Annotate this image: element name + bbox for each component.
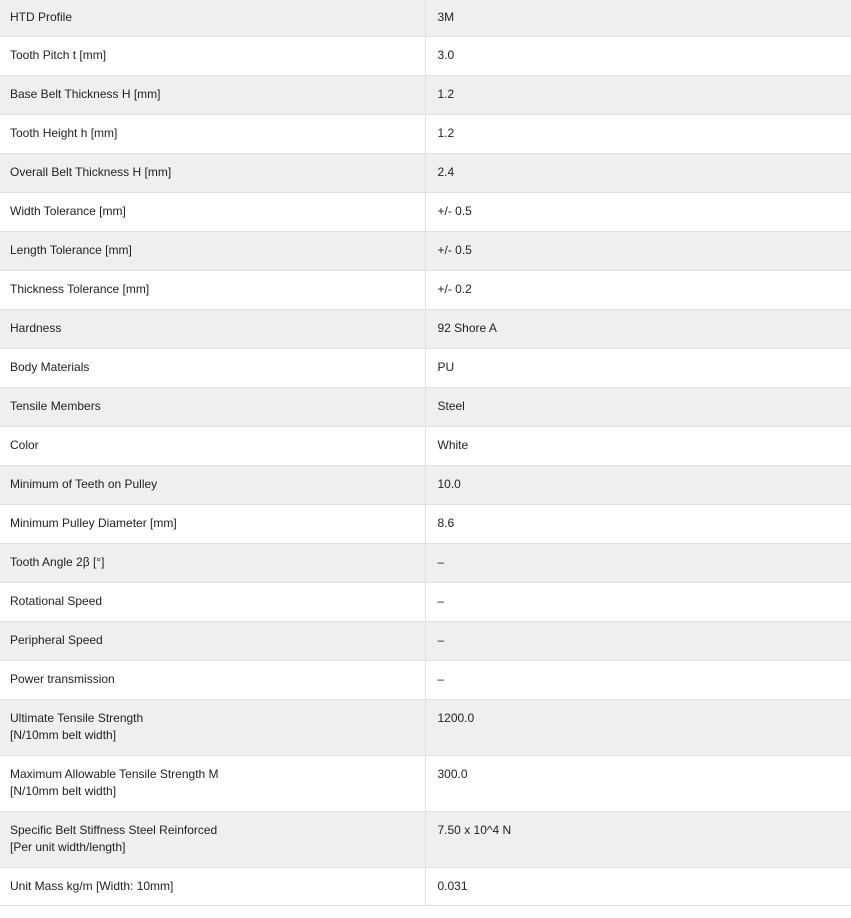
spec-label <box>0 270 425 309</box>
spec-value: 7.50 x 10^4 N <box>425 811 851 867</box>
spec-row <box>0 387 851 426</box>
spec-label <box>0 309 425 348</box>
spec-row <box>0 504 851 543</box>
spec-label-line: Tooth Pitch t [mm] <box>10 48 107 62</box>
spec-value: 8.6 <box>425 504 851 543</box>
spec-row <box>0 543 851 582</box>
spec-row <box>0 582 851 621</box>
spec-label <box>0 36 425 75</box>
spec-label <box>0 348 425 387</box>
spec-label <box>0 426 425 465</box>
spec-row <box>0 811 851 867</box>
spec-label <box>0 75 425 114</box>
spec-label <box>0 231 425 270</box>
spec-value: PU <box>425 348 851 387</box>
spec-label-line: Maximum Allowable Tensile Strength M <box>10 766 219 781</box>
spec-label-line: Tooth Angle 2β [°] <box>10 555 105 569</box>
spec-label-line: Peripheral Speed <box>10 633 103 647</box>
spec-label <box>0 153 425 192</box>
spec-row <box>0 465 851 504</box>
spec-value: 10.0 <box>425 465 851 504</box>
spec-label-line: Ultimate Tensile Strength <box>10 710 144 725</box>
spec-label-line: Tensile Members <box>10 399 101 413</box>
spec-label-line: Overall Belt Thickness H [mm] <box>10 165 172 179</box>
spec-row <box>0 36 851 75</box>
spec-row <box>0 621 851 660</box>
spec-row <box>0 0 851 36</box>
spec-row <box>0 192 851 231</box>
spec-value: 3M <box>425 0 851 36</box>
spec-row <box>0 426 851 465</box>
spec-label-line: Tooth Height h [mm] <box>10 126 118 140</box>
spec-label <box>0 811 425 867</box>
spec-label-line: Power transmission <box>10 672 115 686</box>
spec-label <box>0 621 425 660</box>
spec-label-line: HTD Profile <box>10 10 73 25</box>
spec-value: – <box>425 582 851 621</box>
spec-label-line: Minimum Pulley Diameter [mm] <box>10 516 177 530</box>
spec-label-line: Minimum of Teeth on Pulley <box>10 477 158 491</box>
spec-label-line: Thickness Tolerance [mm] <box>10 282 150 296</box>
spec-value: White <box>425 426 851 465</box>
spec-value: 1200.0 <box>425 699 851 755</box>
spec-row <box>0 867 851 905</box>
spec-label <box>0 114 425 153</box>
spec-label-line: Rotational Speed <box>10 594 103 608</box>
spec-label <box>0 0 425 36</box>
spec-label-line: Color <box>10 438 39 452</box>
spec-label-line: Length Tolerance [mm] <box>10 243 132 257</box>
spec-label-line: [N/10mm belt width] <box>10 783 117 798</box>
spec-label <box>0 465 425 504</box>
spec-label <box>0 504 425 543</box>
spec-value: +/- 0.2 <box>425 270 851 309</box>
spec-label <box>0 867 425 905</box>
spec-row <box>0 270 851 309</box>
spec-value: – <box>425 543 851 582</box>
spec-label <box>0 192 425 231</box>
spec-label-line: Base Belt Thickness H [mm] <box>10 87 161 101</box>
spec-value: – <box>425 660 851 699</box>
spec-value: 3.0 <box>425 36 851 75</box>
spec-label <box>0 387 425 426</box>
spec-label-line: Hardness <box>10 321 62 335</box>
spec-label <box>0 699 425 755</box>
spec-row <box>0 348 851 387</box>
spec-row <box>0 309 851 348</box>
spec-label <box>0 582 425 621</box>
spec-label-line: [Per unit width/length] <box>10 839 126 854</box>
spec-row <box>0 153 851 192</box>
spec-label-line: Body Materials <box>10 360 90 374</box>
spec-value: – <box>425 621 851 660</box>
spec-label <box>0 660 425 699</box>
spec-value: +/- 0.5 <box>425 231 851 270</box>
spec-row <box>0 660 851 699</box>
spec-label-line: Specific Belt Stiffness Steel Reinforced <box>10 822 218 837</box>
spec-value: +/- 0.5 <box>425 192 851 231</box>
spec-row <box>0 231 851 270</box>
spec-value: 300.0 <box>425 755 851 811</box>
spec-value: 1.2 <box>425 114 851 153</box>
spec-row <box>0 114 851 153</box>
spec-value: 0.031 <box>425 867 851 905</box>
spec-value: 2.4 <box>425 153 851 192</box>
spec-value: Steel <box>425 387 851 426</box>
spec-label-line: Unit Mass kg/m [Width: 10mm] <box>10 878 174 893</box>
spec-value: 1.2 <box>425 75 851 114</box>
spec-row <box>0 755 851 811</box>
spec-label-line: Width Tolerance [mm] <box>10 204 126 218</box>
spec-row <box>0 699 851 755</box>
spec-row <box>0 75 851 114</box>
spec-label-line: [N/10mm belt width] <box>10 727 117 742</box>
spec-label <box>0 755 425 811</box>
spec-label <box>0 543 425 582</box>
spec-value: 92 Shore A <box>425 309 851 348</box>
